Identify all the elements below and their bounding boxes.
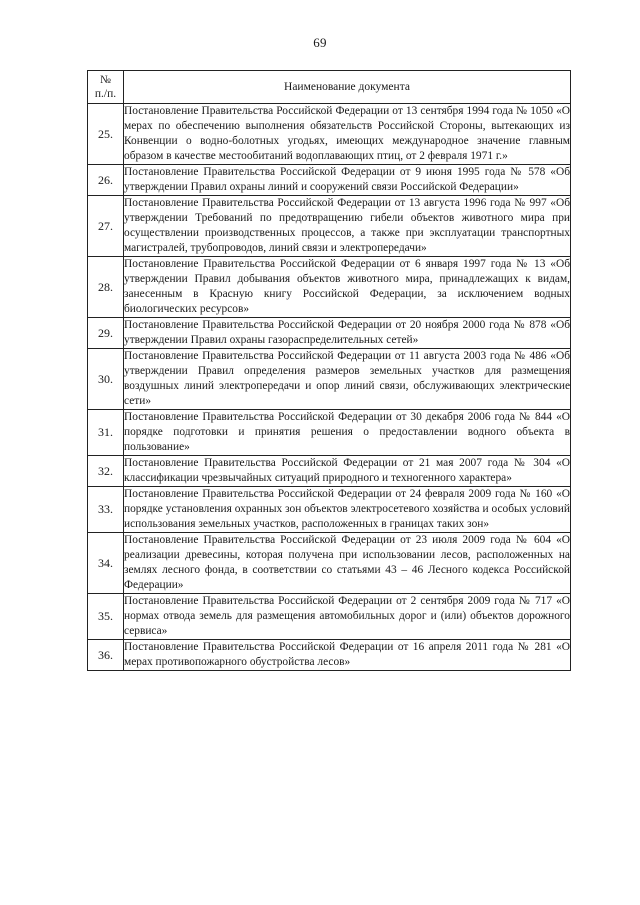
row-document-title: Постановление Правительства Российской Федерации от 9 июня 1995 года № 578 «Об утверждении Правил охраны линий и сооружений связи Российской Федерации»	[124, 165, 571, 196]
row-number: 35.	[88, 594, 124, 640]
row-number: 36.	[88, 640, 124, 671]
row-document-title: Постановление Правительства Российской Федерации от 6 января 1997 года № 13 «Об утверждении Правил добывания объектов животного мира, принадлежащих к видам, занесенным в Красную книгу Российской Федерации, за исключением водных биологических ресурсов»	[124, 257, 571, 318]
table-row	[88, 257, 571, 318]
table-row	[88, 594, 571, 640]
row-number: 33.	[88, 487, 124, 533]
row-document-title: Постановление Правительства Российской Федерации от 13 сентября 1994 года № 1050 «О мерах по обеспечению выполнения обязательств Российской Стороны, вытекающих из Конвенции о водно-болотных угодьях, имеющих международное значение главным образом в качестве местообитаний водоплавающих птиц, от 2 февраля 1971 г.»	[124, 104, 571, 165]
row-number: 30.	[88, 349, 124, 410]
table-row	[88, 487, 571, 533]
header-number-abbrev: п./п.	[94, 88, 117, 100]
row-number: 25.	[88, 104, 124, 165]
table-row	[88, 410, 571, 456]
row-document-title: Постановление Правительства Российской Федерации от 24 февраля 2009 года № 160 «О порядке установления охранных зон объектов электросетевого хозяйства и особых условий использования земельных участков, расположенных в границах таких зон»	[124, 487, 571, 533]
row-document-title: Постановление Правительства Российской Федерации от 20 ноября 2000 года № 878 «Об утверждении Правил охраны газораспределительных сетей»	[124, 318, 571, 349]
table-row	[88, 196, 571, 257]
row-number: 34.	[88, 533, 124, 594]
header-document-name: Наименование документа	[124, 71, 571, 104]
row-number: 26.	[88, 165, 124, 196]
row-number: 28.	[88, 257, 124, 318]
documents-table	[87, 70, 571, 671]
row-number: 32.	[88, 456, 124, 487]
table-body	[88, 104, 571, 671]
row-document-title: Постановление Правительства Российской Федерации от 2 сентября 2009 года № 717 «О нормах отвода земель для размещения автомобильных дорог и (или) объектов дорожного сервиса»	[124, 594, 571, 640]
table-row	[88, 104, 571, 165]
row-number: 27.	[88, 196, 124, 257]
table-row	[88, 165, 571, 196]
row-number: 31.	[88, 410, 124, 456]
table-row	[88, 318, 571, 349]
table-row	[88, 533, 571, 594]
row-document-title: Постановление Правительства Российской Федерации от 16 апреля 2011 года № 281 «О мерах противопожарного обустройства лесов»	[124, 640, 571, 671]
table-row	[88, 349, 571, 410]
table-header-row	[88, 71, 571, 104]
row-number: 29.	[88, 318, 124, 349]
table-row	[88, 456, 571, 487]
page-number: 69	[313, 35, 327, 50]
row-document-title: Постановление Правительства Российской Федерации от 23 июля 2009 года № 604 «О реализации древесины, которая получена при использовании лесов, расположенных на землях лесного фонда, в соответствии со статьями 43 – 46 Лесного кодекса Российской Федерации»	[124, 533, 571, 594]
table-row	[88, 640, 571, 671]
row-document-title: Постановление Правительства Российской Федерации от 21 мая 2007 года № 304 «О классификации чрезвычайных ситуаций природного и техногенного характера»	[124, 456, 571, 487]
row-document-title: Постановление Правительства Российской Федерации от 13 августа 1996 года № 997 «Об утверждении Требований по предотвращению гибели объектов животного мира при осуществлении производственных процессов, а также при эксплуатации транспортных магистралей, трубопроводов, линий связи и электропередачи»	[124, 196, 571, 257]
header-number-symbol: №	[100, 74, 111, 86]
row-document-title: Постановление Правительства Российской Федерации от 30 декабря 2006 года № 844 «О порядке подготовки и принятия решения о предоставлении водного объекта в пользование»	[124, 410, 571, 456]
row-document-title: Постановление Правительства Российской Федерации от 11 августа 2003 года № 486 «Об утверждении Правил определения размеров земельных участков для размещения воздушных линий электропередачи и опор линий связи, обслуживающих электрические сети»	[124, 349, 571, 410]
header-number	[88, 71, 124, 104]
